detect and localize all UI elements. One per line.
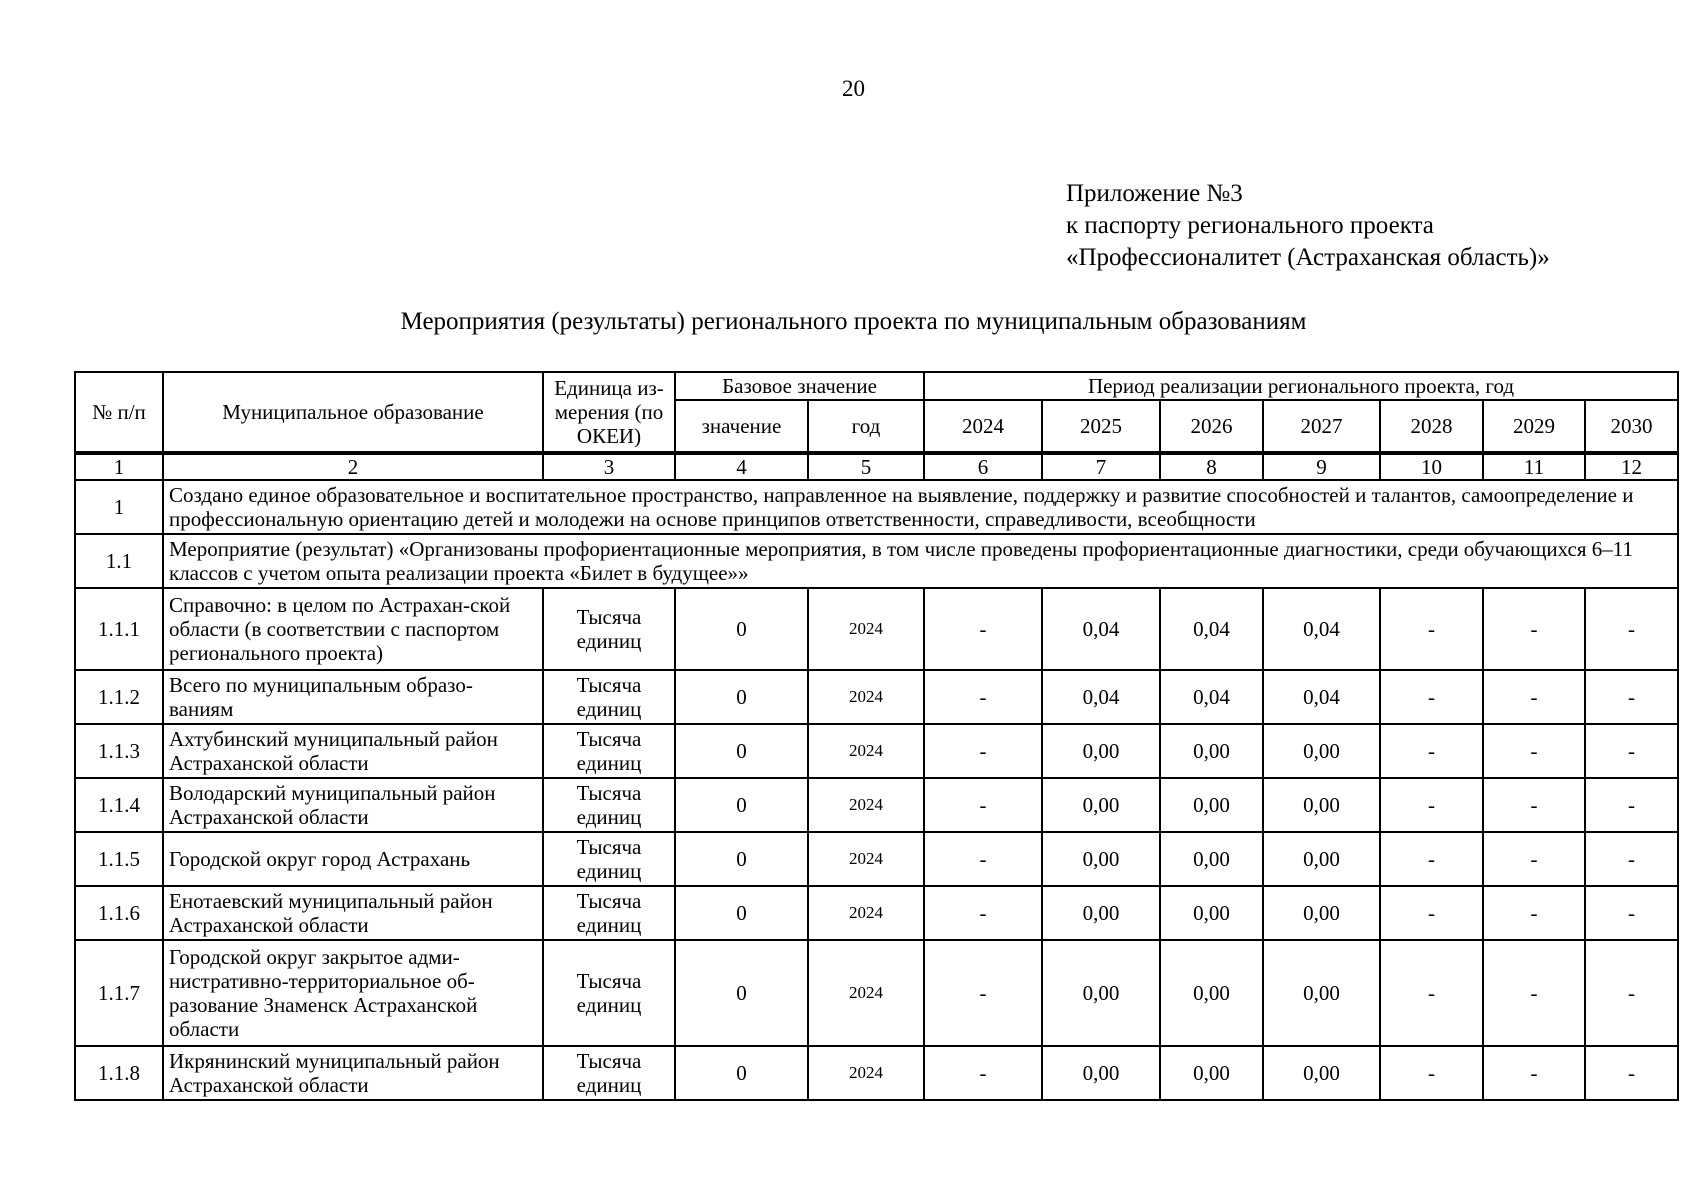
task-num: 1.1 [75, 534, 163, 588]
header-year-2028: 2028 [1380, 400, 1483, 453]
header-year-2030: 2030 [1585, 400, 1678, 453]
column-number: 6 [924, 453, 1042, 480]
column-number: 11 [1483, 453, 1585, 480]
row-base-value: 0 [675, 724, 808, 778]
row-value-2029: - [1483, 1046, 1585, 1100]
table-row [75, 940, 1678, 1046]
column-number: 12 [1585, 453, 1678, 480]
row-base-year: 2024 [808, 832, 924, 886]
row-value-2027: 0,00 [1263, 940, 1380, 1046]
row-base-value: 0 [675, 940, 808, 1046]
row-base-value: 0 [675, 588, 808, 670]
task-row [75, 534, 1678, 588]
row-value-2024: - [924, 778, 1042, 832]
table-body [75, 372, 1678, 1100]
row-value-2029: - [1483, 940, 1585, 1046]
table-row [75, 670, 1678, 724]
row-municipality: Володарский муниципальный район Астраханской области [163, 778, 543, 832]
column-number: 9 [1263, 453, 1380, 480]
annex-line-3: «Профессионалитет (Астраханская область)» [1066, 244, 1550, 271]
row-base-year: 2024 [808, 1046, 924, 1100]
header-municipality: Муниципальное образование [163, 372, 543, 453]
row-value-2028: - [1380, 778, 1483, 832]
table-row [75, 886, 1678, 940]
row-value-2024: - [924, 832, 1042, 886]
table-row [75, 1046, 1678, 1100]
row-value-2028: - [1380, 588, 1483, 670]
row-base-value: 0 [675, 886, 808, 940]
row-value-2027: 0,00 [1263, 886, 1380, 940]
row-value-2024: - [924, 724, 1042, 778]
column-number: 7 [1042, 453, 1160, 480]
row-value-2028: - [1380, 940, 1483, 1046]
row-value-2025: 0,00 [1042, 886, 1160, 940]
table-row [75, 588, 1678, 670]
row-municipality: Городской округ город Астрахань [163, 832, 543, 886]
row-base-value: 0 [675, 670, 808, 724]
row-value-2030: - [1585, 724, 1678, 778]
row-municipality: Справочно: в целом по Астрахан-ской области (в соответствии с паспортом регионального проекта) [163, 588, 543, 670]
row-value-2024: - [924, 670, 1042, 724]
row-unit: Тысяча единиц [543, 588, 675, 670]
row-value-2025: 0,00 [1042, 778, 1160, 832]
table-row [75, 724, 1678, 778]
row-value-2027: 0,00 [1263, 1046, 1380, 1100]
row-value-2028: - [1380, 832, 1483, 886]
row-value-2026: 0,00 [1160, 724, 1263, 778]
row-value-2028: - [1380, 724, 1483, 778]
row-base-year: 2024 [808, 588, 924, 670]
row-num: 1.1.5 [75, 832, 163, 886]
column-number: 5 [808, 453, 924, 480]
annex-line-1: Приложение №3 [1066, 180, 1243, 207]
row-unit: Тысяча единиц [543, 832, 675, 886]
row-value-2025: 0,00 [1042, 832, 1160, 886]
column-number-row [75, 453, 1678, 480]
row-value-2030: - [1585, 832, 1678, 886]
header-num: № п/п [75, 372, 163, 453]
row-value-2027: 0,04 [1263, 588, 1380, 670]
header-year-2024: 2024 [924, 400, 1042, 453]
column-number: 10 [1380, 453, 1483, 480]
row-base-year: 2024 [808, 670, 924, 724]
column-number: 4 [675, 453, 808, 480]
goal-text: Создано единое образовательное и воспитательное пространство, направленное на выявление, поддержку и развитие способностей и талантов, самоопределение и профессиональную ориентацию детей и молодежи на основе принципов ответственности, справедливости, всеобщности [163, 480, 1678, 534]
row-value-2027: 0,00 [1263, 832, 1380, 886]
task-text: Мероприятие (результат) «Организованы профориентационные мероприятия, в том числе проведены профориентационные диагностики, среди обучающихся 6–11 классов с учетом опыта реализации проекта «Билет в будущее»» [163, 534, 1678, 588]
header-period: Период реализации регионального проекта, год [924, 372, 1678, 400]
row-num: 1.1.3 [75, 724, 163, 778]
row-value-2030: - [1585, 886, 1678, 940]
row-value-2026: 0,04 [1160, 588, 1263, 670]
row-num: 1.1.7 [75, 940, 163, 1046]
row-value-2024: - [924, 588, 1042, 670]
column-number: 3 [543, 453, 675, 480]
row-value-2026: 0,04 [1160, 670, 1263, 724]
annex-block [1066, 178, 1550, 274]
column-number: 2 [163, 453, 543, 480]
row-municipality: Енотаевский муниципальный район Астраханской области [163, 886, 543, 940]
row-value-2028: - [1380, 1046, 1483, 1100]
row-num: 1.1.8 [75, 1046, 163, 1100]
header-base-value: Базовое значение [675, 372, 924, 400]
row-base-year: 2024 [808, 778, 924, 832]
header-year: год [808, 400, 924, 453]
column-number: 1 [75, 453, 163, 480]
row-municipality: Городской округ закрытое адми-нистративно-территориальное об-разование Знаменск Астраханской области [163, 940, 543, 1046]
header-year-2029: 2029 [1483, 400, 1585, 453]
row-base-value: 0 [675, 832, 808, 886]
row-value-2027: 0,00 [1263, 724, 1380, 778]
row-num: 1.1.1 [75, 588, 163, 670]
row-unit: Тысяча единиц [543, 886, 675, 940]
header-unit: Единица из-мерения (по ОКЕИ) [543, 372, 675, 453]
row-num: 1.1.4 [75, 778, 163, 832]
row-value-2029: - [1483, 724, 1585, 778]
row-value-2030: - [1585, 670, 1678, 724]
header-year-2027: 2027 [1263, 400, 1380, 453]
header-year-2026: 2026 [1160, 400, 1263, 453]
row-base-value: 0 [675, 1046, 808, 1100]
header-year-2025: 2025 [1042, 400, 1160, 453]
row-municipality: Икрянинский муниципальный район Астраханской области [163, 1046, 543, 1100]
goal-num: 1 [75, 480, 163, 534]
column-number: 8 [1160, 453, 1263, 480]
row-value-2028: - [1380, 670, 1483, 724]
row-value-2026: 0,00 [1160, 940, 1263, 1046]
row-value-2025: 0,04 [1042, 588, 1160, 670]
measures-table [74, 371, 1679, 1101]
row-value-2026: 0,00 [1160, 886, 1263, 940]
row-value-2030: - [1585, 1046, 1678, 1100]
row-municipality: Всего по муниципальным образо-ваниям [163, 670, 543, 724]
row-unit: Тысяча единиц [543, 724, 675, 778]
row-value-2026: 0,00 [1160, 778, 1263, 832]
row-value-2027: 0,04 [1263, 670, 1380, 724]
row-base-year: 2024 [808, 724, 924, 778]
row-value-2029: - [1483, 886, 1585, 940]
row-value-2027: 0,00 [1263, 778, 1380, 832]
row-value-2029: - [1483, 778, 1585, 832]
table-row [75, 832, 1678, 886]
row-value-2030: - [1585, 778, 1678, 832]
row-value-2024: - [924, 886, 1042, 940]
row-num: 1.1.2 [75, 670, 163, 724]
header-row [75, 372, 1678, 400]
row-value-2025: 0,00 [1042, 1046, 1160, 1100]
row-value-2030: - [1585, 940, 1678, 1046]
row-value-2025: 0,04 [1042, 670, 1160, 724]
row-value-2028: - [1380, 886, 1483, 940]
row-base-value: 0 [675, 778, 808, 832]
row-unit: Тысяча единиц [543, 778, 675, 832]
row-num: 1.1.6 [75, 886, 163, 940]
row-unit: Тысяча единиц [543, 670, 675, 724]
row-value-2029: - [1483, 670, 1585, 724]
row-value-2025: 0,00 [1042, 724, 1160, 778]
row-base-year: 2024 [808, 940, 924, 1046]
page-number: 20 [842, 76, 865, 101]
row-value-2025: 0,00 [1042, 940, 1160, 1046]
row-value-2029: - [1483, 832, 1585, 886]
row-value-2024: - [924, 940, 1042, 1046]
row-value-2024: - [924, 1046, 1042, 1100]
annex-line-2: к паспорту регионального проекта [1066, 212, 1434, 239]
row-value-2026: 0,00 [1160, 1046, 1263, 1100]
row-unit: Тысяча единиц [543, 1046, 675, 1100]
row-value-2030: - [1585, 588, 1678, 670]
table-row [75, 778, 1678, 832]
row-base-year: 2024 [808, 886, 924, 940]
row-municipality: Ахтубинский муниципальный район Астраханской области [163, 724, 543, 778]
header-value: значение [675, 400, 808, 453]
row-unit: Тысяча единиц [543, 940, 675, 1046]
row-value-2026: 0,00 [1160, 832, 1263, 886]
row-value-2029: - [1483, 588, 1585, 670]
document-title: Мероприятия (результаты) регионального проекта по муниципальным образованиям [400, 308, 1307, 335]
goal-row [75, 480, 1678, 534]
